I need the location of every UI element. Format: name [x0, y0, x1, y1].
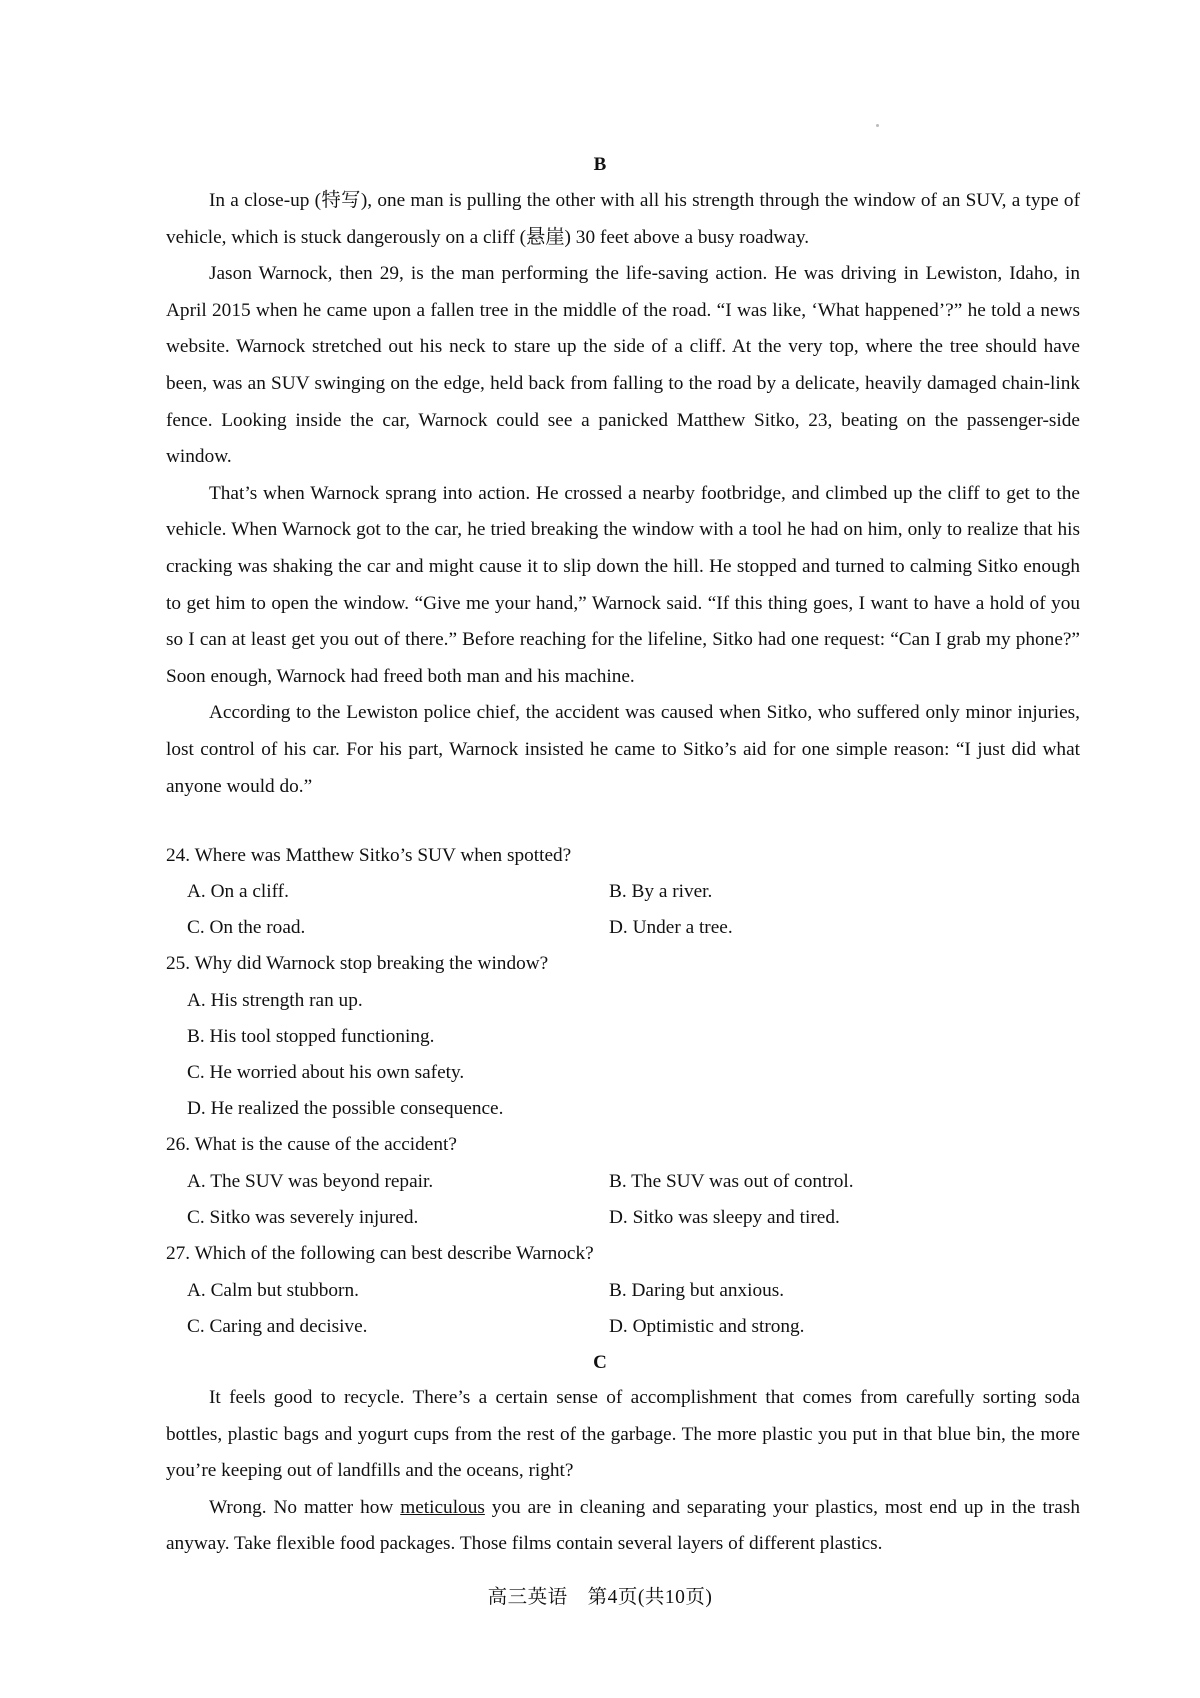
- question-24-option-c[interactable]: C. On the road.: [187, 917, 306, 938]
- question-24-option-a[interactable]: A. On a cliff.: [187, 881, 289, 902]
- question-26-stem: 26. What is the cause of the accident?: [166, 1134, 457, 1155]
- question-27-stem: 27. Which of the following can best describe Warnock?: [166, 1243, 594, 1264]
- passage-paragraph: That’s when Warnock sprang into action. He crossed a nearby footbridge, and climbed up the cliff to get to the vehicle. When Warnock got to the car, he tried breaking the window with a tool he had on him, only to realize that his cracking was shaking the car and might cause it to slip down the hill. He stopped and turned to calming Sitko enough to get him to open the window. “Give me your hand,” Warnock said. “If this thing goes, I want to have a hold of you so I can at least get you out of there.” Before reaching for the lifeline, Sitko had one request: “Can I grab my phone?” Soon enough, Warnock had freed both man and his machine.: [166, 482, 1080, 687]
- question-26-option-b[interactable]: B. The SUV was out of control.: [609, 1171, 854, 1192]
- question-27-option-d[interactable]: D. Optimistic and strong.: [609, 1316, 805, 1337]
- section-c-heading: C: [593, 1352, 607, 1373]
- question-26-option-c[interactable]: C. Sitko was severely injured.: [187, 1207, 419, 1228]
- text-run: you are in cleaning and separating your plastics, most end up in the trash anyway. Take flexible food packages. Those films contain several layers of different plastics.: [166, 1496, 1080, 1555]
- question-25-option-c[interactable]: C. He worried about his own safety.: [187, 1062, 465, 1083]
- passage-paragraph: Jason Warnock, then 29, is the man performing the life-saving action. He was driving in Lewiston, Idaho, in April 2015 when he came upon a fallen tree in the middle of the road. “I was like, ‘What happened’?” he told a news website. Warnock stretched out his neck to stare up the side of a cliff. At the very top, where the tree should have been, was an SUV swinging on the edge, held back from falling to the road by a delicate, heavily damaged chain-link fence. Looking inside the car, Warnock could see a panicked Matthew Sitko, 23, beating on the passenger-side window.: [166, 263, 1080, 468]
- passage-paragraph: In a close-up (特写), one man is pulling the other with all his strength through the window of an SUV, a type of vehicle, which is stuck dangerously on a cliff (悬崖) 30 feet above a busy roadway.: [166, 190, 1080, 248]
- question-24-option-d[interactable]: D. Under a tree.: [609, 917, 733, 938]
- question-26-option-a[interactable]: A. The SUV was beyond repair.: [187, 1171, 434, 1192]
- section-c-passage: [166, 1380, 1080, 1563]
- question-27-option-a[interactable]: A. Calm but stubborn.: [187, 1280, 359, 1301]
- question-25-option-a[interactable]: A. His strength ran up.: [187, 990, 363, 1011]
- underlined-vocabulary-word: meticulous: [400, 1496, 485, 1518]
- section-b-heading: B: [593, 154, 607, 175]
- question-24-option-b[interactable]: B. By a river.: [609, 881, 713, 902]
- passage-paragraph: According to the Lewiston police chief, the accident was caused when Sitko, who suffered only minor injuries, lost control of his car. For his part, Warnock insisted he came to Sitko’s aid for one simple reason: “I just did what anyone would do.”: [166, 702, 1080, 797]
- passage-paragraph: [166, 1490, 1080, 1563]
- scan-speck: [876, 124, 879, 127]
- question-25-stem: 25. Why did Warnock stop breaking the window?: [166, 953, 549, 974]
- question-26-option-d[interactable]: D. Sitko was sleepy and tired.: [609, 1207, 840, 1228]
- passage-paragraph: It feels good to recycle. There’s a certain sense of accomplishment that comes from carefully sorting soda bottles, plastic bags and yogurt cups from the rest of the garbage. The more plastic you put in that blue bin, the more you’re keeping out of landfills and the oceans, right?: [166, 1387, 1080, 1482]
- text-run: Wrong. No matter how: [209, 1496, 401, 1518]
- section-b-passage: [166, 183, 1080, 805]
- page-footer: 高三英语 第4页(共10页): [487, 1587, 713, 1608]
- question-24-stem: 24. Where was Matthew Sitko’s SUV when spotted?: [166, 845, 572, 866]
- question-25-option-d[interactable]: D. He realized the possible consequence.: [187, 1098, 504, 1119]
- question-25-option-b[interactable]: B. His tool stopped functioning.: [187, 1026, 435, 1047]
- question-27-option-c[interactable]: C. Caring and decisive.: [187, 1316, 368, 1337]
- question-27-option-b[interactable]: B. Daring but anxious.: [609, 1280, 785, 1301]
